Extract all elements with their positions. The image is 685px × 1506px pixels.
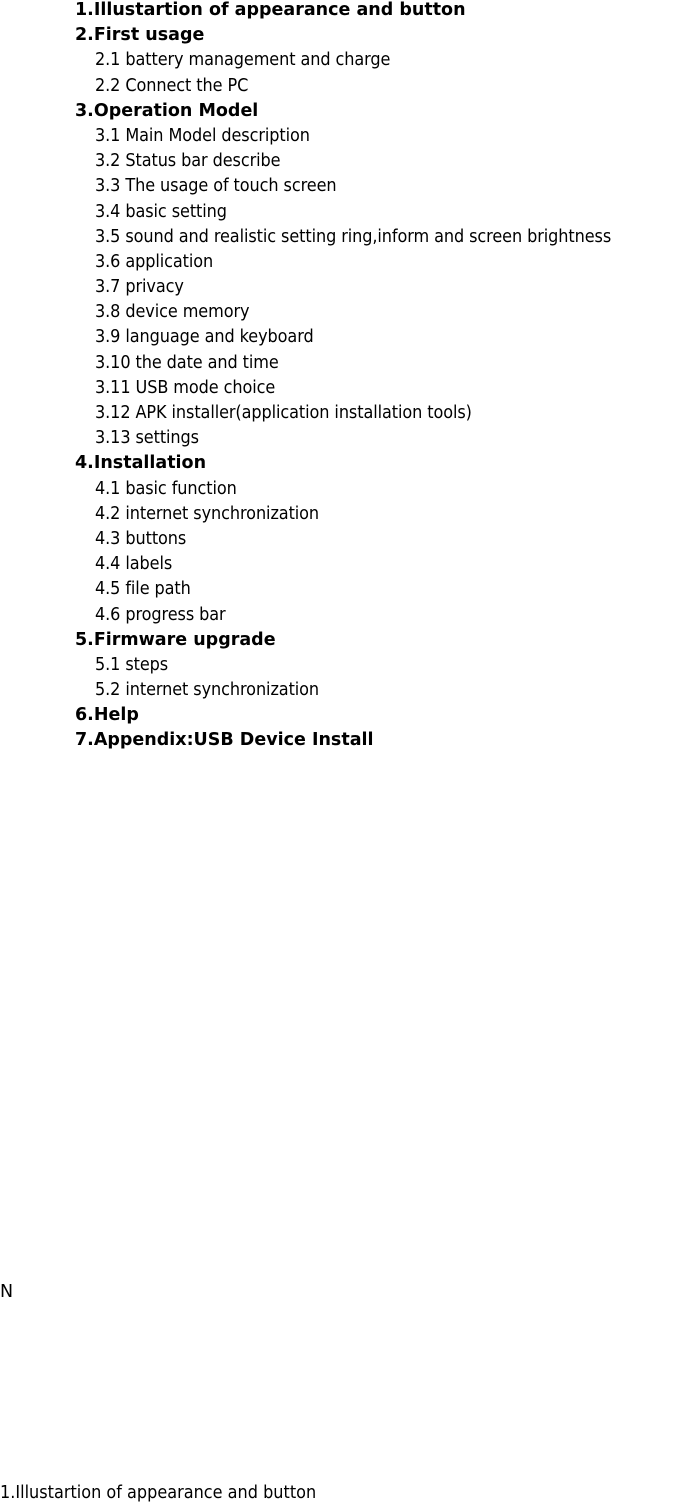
toc-item-4-1: 4.1 basic function — [95, 478, 237, 499]
toc-item-2-1: 2.1 battery management and charge — [95, 50, 391, 71]
toc-item-2-2: 2.2 Connect the PC — [95, 75, 249, 96]
toc-item-4-2: 4.2 internet synchronization — [95, 503, 320, 524]
toc-item-3-1: 3.1 Main Model description — [95, 125, 310, 146]
toc-item-3-10: 3.10 the date and time — [95, 352, 279, 373]
toc-item-3-9: 3.9 language and keyboard — [95, 327, 314, 348]
toc-item-5-1: 5.1 steps — [95, 654, 169, 675]
section-heading: 1.Illustartion of appearance and button — [0, 1483, 317, 1503]
toc-item-4-6: 4.6 progress bar — [95, 604, 226, 625]
toc-item-3-7: 3.7 privacy — [95, 277, 184, 298]
toc-section-2: 2.First usage — [75, 25, 205, 46]
toc-section-7: 7.Appendix:USB Device Install — [75, 730, 374, 751]
toc-item-3-11: 3.11 USB mode choice — [95, 377, 276, 398]
toc-item-3-2: 3.2 Status bar describe — [95, 151, 281, 172]
toc-item-3-6: 3.6 application — [95, 251, 214, 272]
toc-section-4: 4.Installation — [75, 453, 207, 474]
toc-item-3-13: 3.13 settings — [95, 428, 199, 449]
toc-section-6: 6.Help — [75, 705, 139, 726]
toc-item-5-2: 5.2 internet synchronization — [95, 680, 320, 701]
toc-item-4-5: 4.5 file path — [95, 579, 191, 600]
toc-section-5: 5.Firmware upgrade — [75, 629, 276, 650]
toc-item-4-3: 4.3 buttons — [95, 528, 187, 549]
stray-letter: N — [0, 1282, 14, 1302]
toc-section-1: 1.Illustartion of appearance and button — [75, 0, 466, 20]
toc-section-3: 3.Operation Model — [75, 100, 259, 121]
toc-item-3-3: 3.3 The usage of touch screen — [95, 176, 337, 197]
toc-item-3-5: 3.5 sound and realistic setting ring,inform and screen brightness — [95, 226, 612, 247]
toc-item-3-8: 3.8 device memory — [95, 302, 250, 323]
toc-item-4-4: 4.4 labels — [95, 554, 173, 575]
toc-item-3-4: 3.4 basic setting — [95, 201, 227, 222]
toc-item-3-12: 3.12 APK installer(application installation tools) — [95, 403, 472, 423]
